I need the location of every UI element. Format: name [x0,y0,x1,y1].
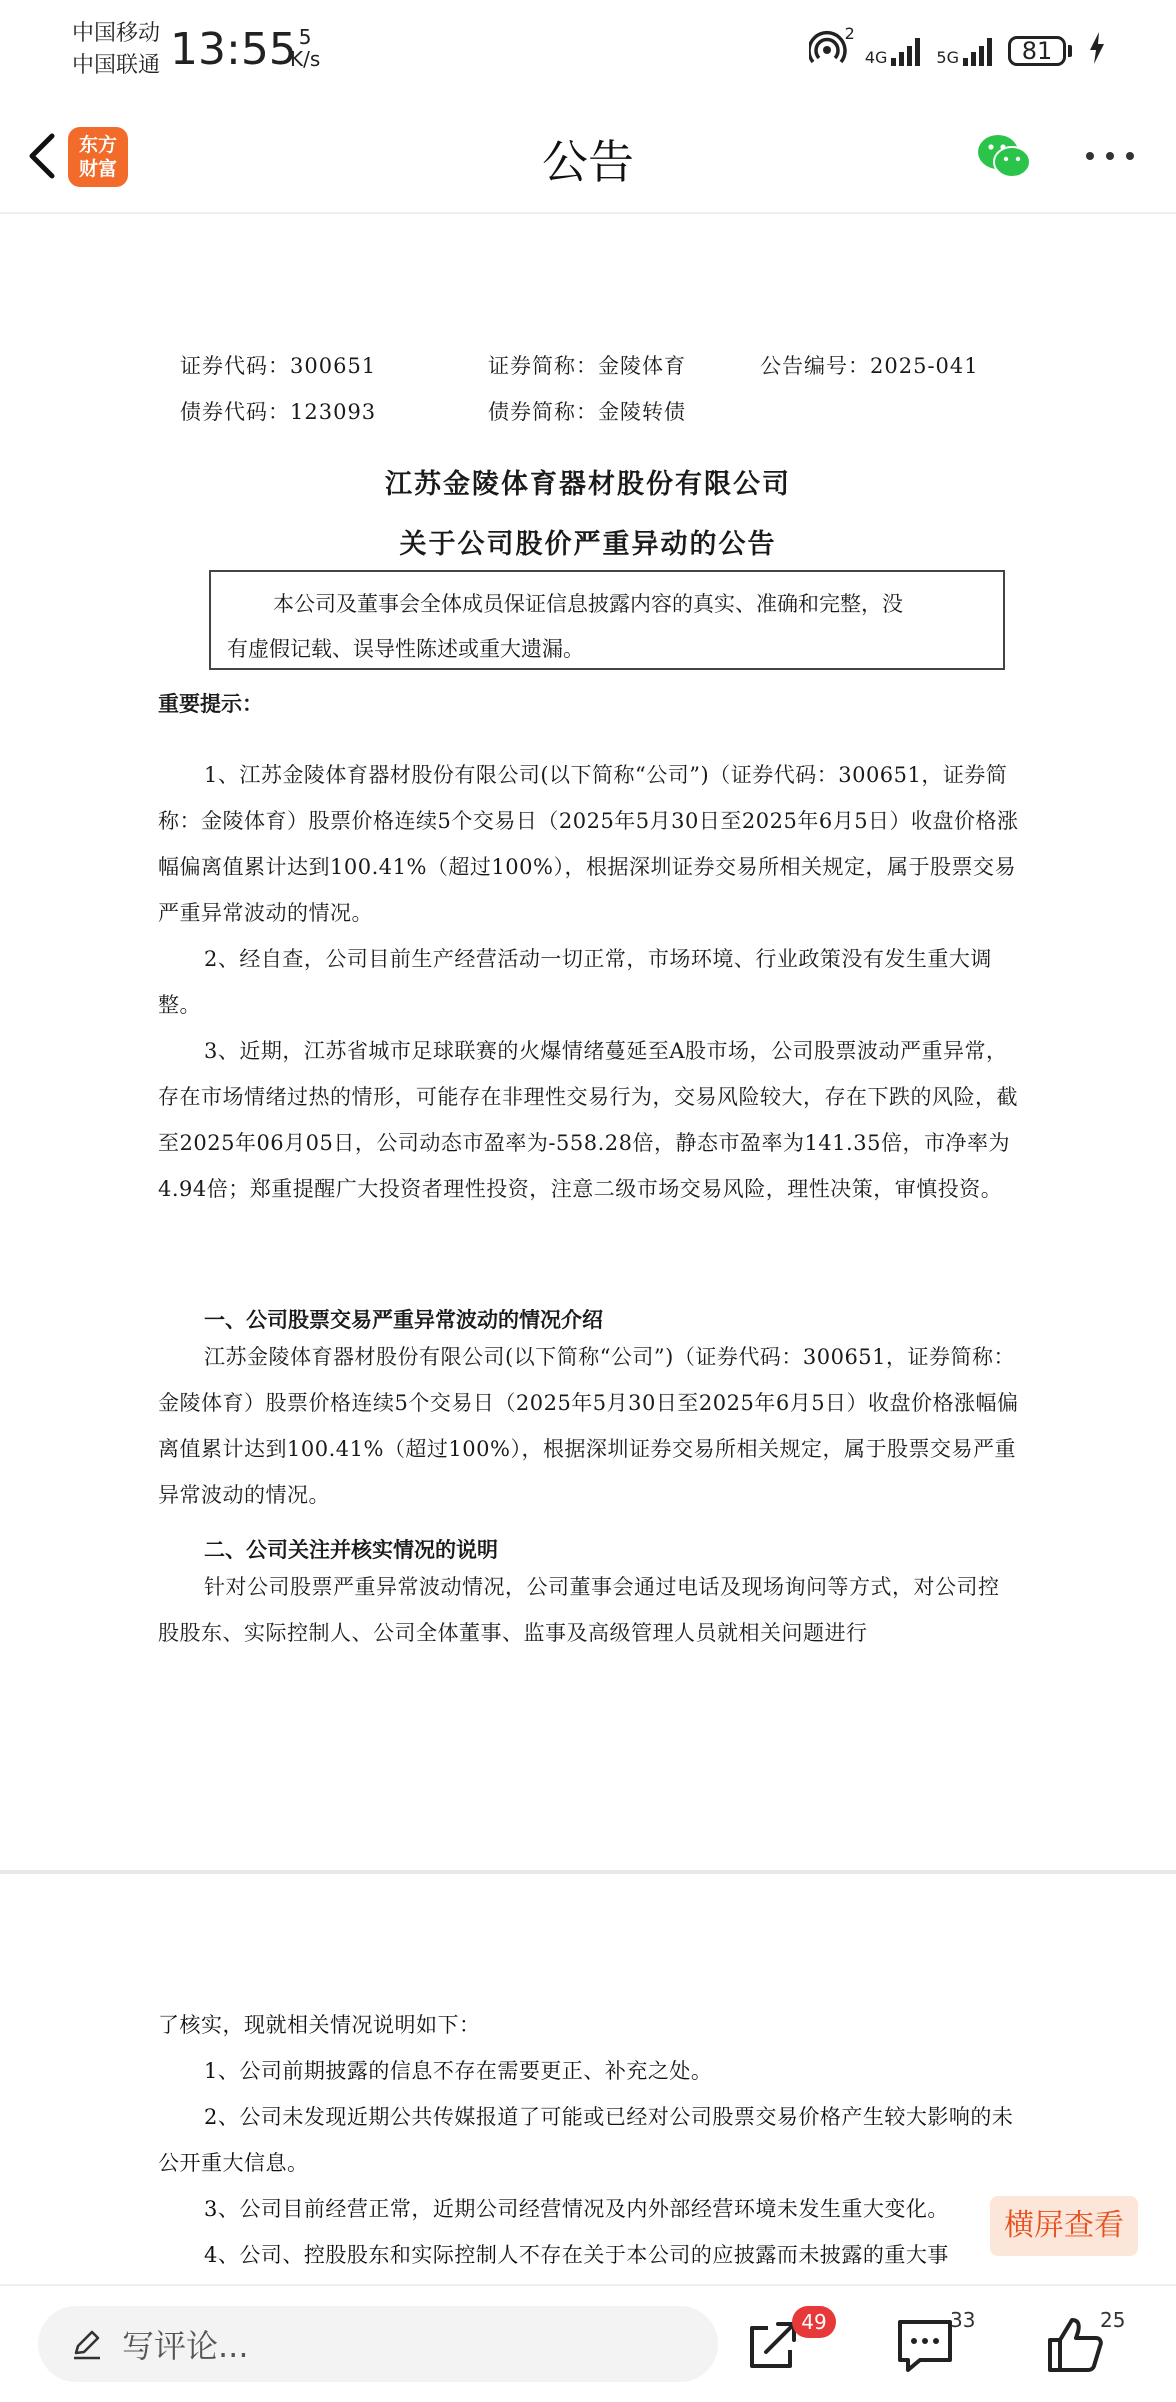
bottom-action-bar [0,2284,1176,2402]
section-2-text: 针对公司股票严重异常波动情况，公司董事会通过电话及现场询问等方式，对公司控股股东、实际控制人、公司全体董事、监事及高级管理人员就相关问题进行 [158,1575,1000,1645]
company-name: 江苏金陵体育器材股份有限公司 [385,469,791,500]
status-icons [809,24,1106,72]
notice-number: 公告编号：2025-041 [760,354,979,378]
section-2-body [158,1564,1020,1656]
net-speed-unit: K/s [290,47,321,71]
notice-title: 关于公司股价严重异动的公告 [399,529,777,560]
board-statement-box [209,570,1005,670]
carrier-info [72,18,160,82]
charging-icon [1088,32,1106,70]
bond-code: 债券代码：123093 [180,400,377,424]
logo-line-2: 财富 [78,158,117,180]
like-count: 25 [1100,2308,1126,2332]
comment-input[interactable] [38,2306,718,2382]
comment-count: 33 [950,2308,976,2332]
more-button[interactable] [1080,128,1140,184]
carrier-2: 中国联通 [72,53,161,78]
page-2-content [158,2002,1020,2278]
page-2-item: 1、公司前期披露的信息不存在需要更正、补充之处。 [204,2059,713,2083]
signal-bars-icon [963,36,992,66]
tips-list [158,752,1020,1212]
tip-item: 1、江苏金陵体育器材股份有限公司(以下简称“公司”)（证券代码：300651，证券简称：金陵体育）股票价格连续5个交易日（2025年5月30日至2025年6月5日）收盘价格涨幅偏离值累计达到100.41%（超过100%），根据深圳证券交易所相关规定，属于股票交易严重异常波动的情况。 [158,763,1019,925]
battery-level: 81 [1008,36,1066,66]
stock-code: 证券代码：300651 [180,354,377,378]
net-speed-value: 5 [298,25,312,49]
section-1-text: 江苏金陵体育器材股份有限公司(以下简称“公司”)（证券代码：300651，证券简称：金陵体育）股票价格连续5个交易日（2025年5月30日至2025年6月5日）收盘价格涨幅偏离值累计达到100.41%（超过100%），根据深圳证券交易所相关规定，属于股票交易严重异常波动的情况。 [158,1345,1019,1507]
stock-short-name: 证券简称：金陵体育 [488,354,686,378]
net1-label: 4G [864,48,888,67]
page-2-item: 3、公司目前经营正常，近期公司经营情况及内外部经营环境未发生重大变化。 [204,2197,949,2221]
section-2-heading: 二、公司关注并核实情况的说明 [204,1537,498,1562]
network-4g [865,36,921,66]
comment-placeholder: 写评论... [122,2327,249,2365]
board-statement-line-2: 有虚假记载、误导性陈述或重大遗漏。 [227,637,584,661]
share-count-badge: 49 [792,2306,836,2338]
section-1-heading: 一、公司股票交易严重异常波动的情况介绍 [204,1307,603,1332]
section-1-body [158,1334,1020,1518]
tip-item: 3、近期，江苏省城市足球联赛的火爆情绪蔓延至A股市场，公司股票波动严重异常，存在市场情绪过热的情形，可能存在非理性交易行为，交易风险较大，存在下跌的风险，截至2025年06月05日，公司动态市盈率为-558.28倍，静态市盈率为141.35倍，市净率为4.94倍；郑重提醒广大投资者理性投资，注意二级市场交易风险，理性决策，审慎投资。 [158,1039,1018,1201]
hotspot-icon [809,24,855,72]
page-2-lead: 了核实，现就相关情况说明如下： [158,2013,481,2037]
battery-icon [1008,36,1072,66]
page-2-item: 2、公司未发现近期公共传媒报道了可能或已经对公司股票交易价格产生较大影响的未公开重大信息。 [158,2105,1014,2175]
logo-line-1: 东方 [78,134,117,156]
hotspot-badge: 2 [844,24,855,43]
status-bar [0,0,1176,100]
page-divider [0,1870,1176,1874]
wechat-icon [976,132,1032,180]
top-nav-bar [0,100,1176,214]
board-statement-line-1: 本公司及董事会全体成员保证信息披露内容的真实、准确和完整，没 [273,592,903,616]
carrier-1: 中国移动 [72,21,161,46]
tips-heading: 重要提示： [158,691,263,716]
page-2-item: 4、公司、控股股东和实际控制人不存在关于本公司的应披露而未披露的重大事 [204,2243,949,2267]
net2-label: 5G [936,48,959,67]
more-dots-icon [1080,128,1140,184]
landscape-view-button[interactable]: 横屏查看 [990,2196,1138,2256]
wechat-share-button[interactable] [976,132,1032,180]
clock: 13:55 [170,24,297,75]
tip-item: 2、经自查，公司目前生产经营活动一切正常，市场环境、行业政策没有发生重大调整。 [158,947,992,1017]
net-speed [290,26,320,70]
bond-short-name: 债券简称：金陵转债 [488,400,686,424]
page-title: 公告 [542,135,634,189]
signal-bars-icon [891,36,920,66]
pen-icon [70,2327,104,2361]
network-5g [936,36,992,66]
